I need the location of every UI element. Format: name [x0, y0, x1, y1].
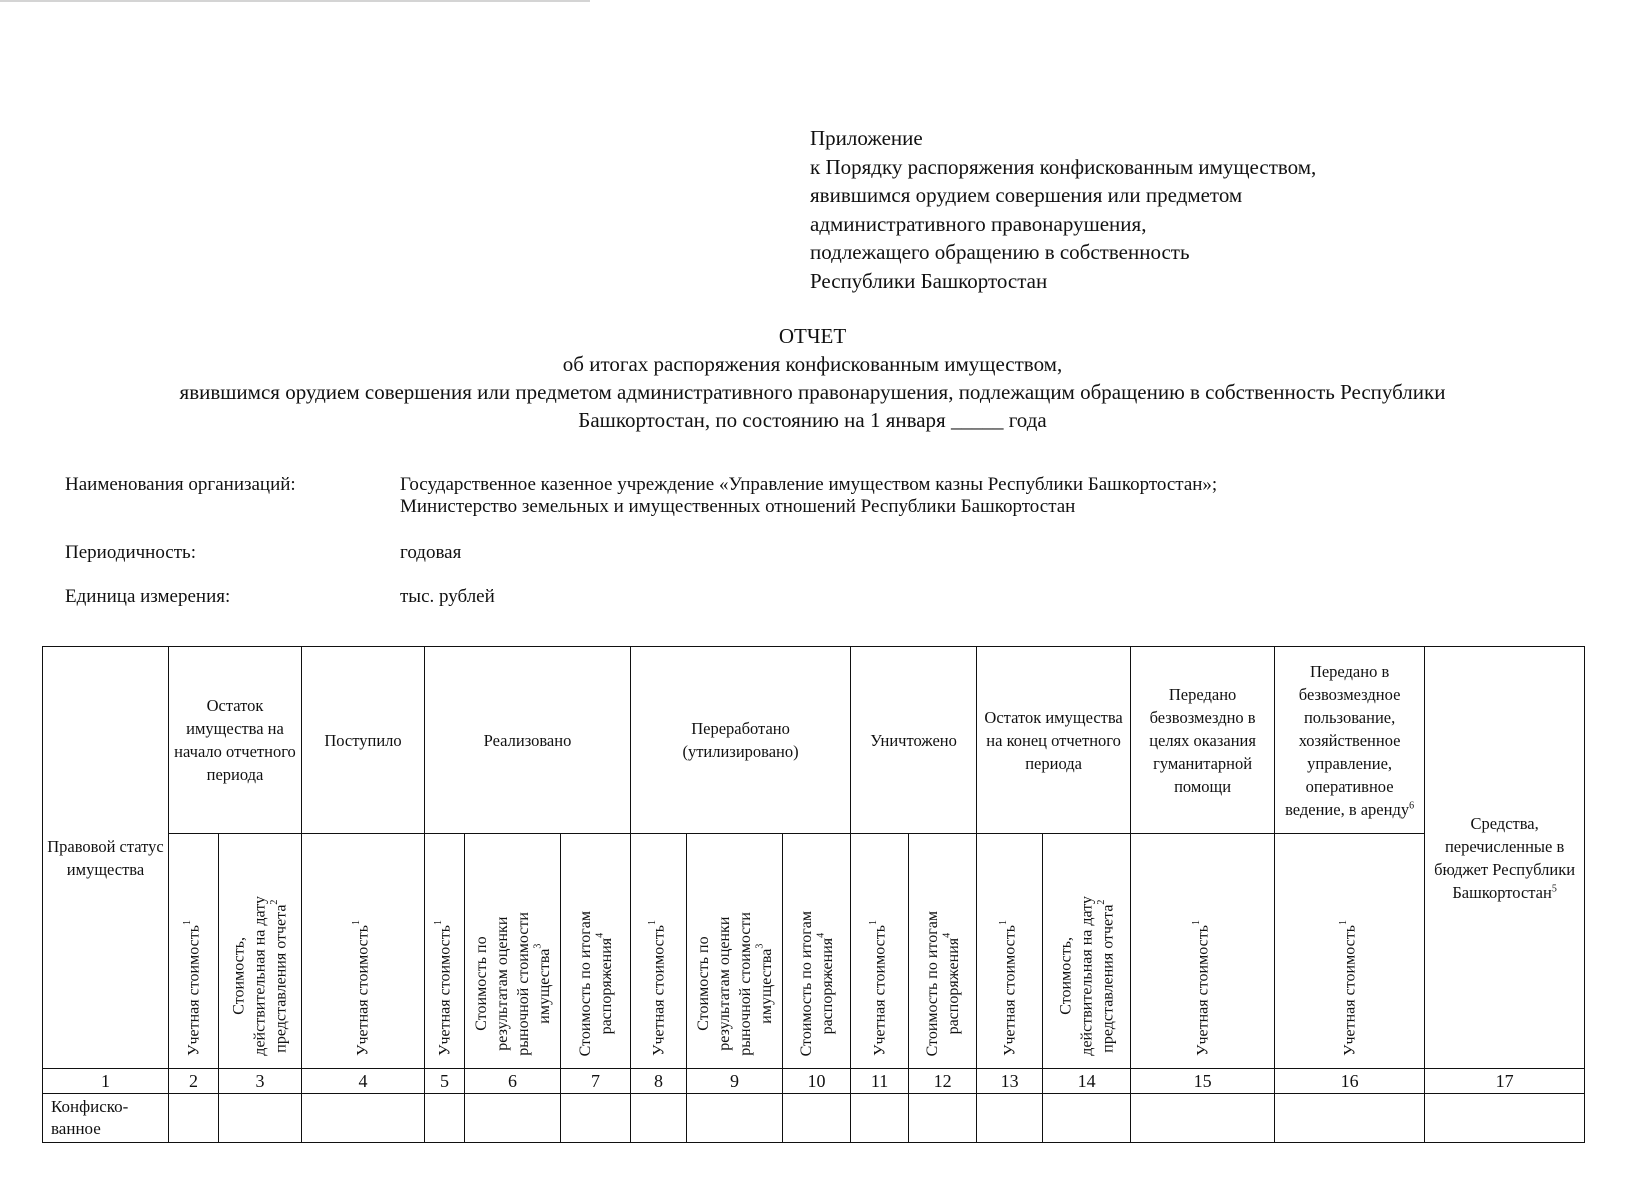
header-start-balance: Остаток имущества на начало отчетного периода — [169, 647, 302, 834]
subheader-book-value: Учетная стоимость$^1$ — [631, 834, 687, 1069]
subheader-book-value: Учетная стоимость$^1$ — [302, 834, 425, 1069]
column-number: 16 — [1275, 1069, 1425, 1094]
subheader-current-value: Стоимость, действительная на дату представления отчета$^2$ — [219, 834, 302, 1069]
header-humanitarian: Передано безвозмездно в целях оказания гуманитарной помощи — [1131, 647, 1275, 834]
footnote-mark: 5 — [1551, 883, 1557, 894]
organization-1: Государственное казенное учреждение «Управление имуществом казны Республики Башкортостан»; — [400, 474, 1218, 495]
subheader-market-value: Стоимость по результатам оценки рыночной стоимости имущества$^3$ — [465, 834, 561, 1069]
header-recycled-line: (утилизировано) — [682, 742, 799, 761]
table-cell — [1131, 1094, 1275, 1143]
column-number: 5 — [425, 1069, 465, 1094]
column-number: 2 — [169, 1069, 219, 1094]
appendix-line: административного правонарушения, — [810, 211, 1147, 236]
header-budget — [1425, 647, 1585, 1069]
subheader-book-value: Учетная стоимость$^1$ — [1275, 834, 1425, 1069]
report-subtitle-line: явившимся орудием совершения или предметом административного правонарушения, подлежащим обращению в собственность Республики — [179, 380, 1446, 404]
footnote-mark: 6 — [1409, 800, 1415, 811]
header-budget-text: Средства, перечисленные в бюджет Республики Башкортостан — [1434, 813, 1576, 902]
subheader-market-value: Стоимость по результатам оценки рыночной стоимости имущества$^3$ — [687, 834, 783, 1069]
table-cell — [851, 1094, 909, 1143]
column-number: 10 — [783, 1069, 851, 1094]
column-number-row — [43, 1069, 1585, 1094]
table-cell — [687, 1094, 783, 1143]
subheader-book-value: Учетная стоимость$^1$ — [425, 834, 465, 1069]
header-row-subcolumns — [43, 834, 1585, 1069]
header-sold: Реализовано — [425, 647, 631, 834]
row-label-confiscated: Конфиско-ванное — [43, 1094, 169, 1143]
column-number: 1 — [43, 1069, 169, 1094]
report-heading — [60, 322, 1565, 434]
table-cell — [631, 1094, 687, 1143]
table-cell — [169, 1094, 219, 1143]
appendix-line: Приложение — [810, 126, 923, 150]
organization-2: Министерство земельных и имущественных отношений Республики Башкортостан — [400, 496, 1076, 517]
table-cell — [561, 1094, 631, 1143]
subheader-book-value: Учетная стоимость$^1$ — [1131, 834, 1275, 1069]
header-row-groups — [43, 647, 1585, 834]
report-table — [42, 646, 1585, 1143]
table-row — [43, 1094, 1585, 1143]
table-cell — [1425, 1094, 1585, 1143]
column-number: 6 — [465, 1069, 561, 1094]
column-number: 8 — [631, 1069, 687, 1094]
header-recycled — [631, 647, 851, 834]
column-number: 14 — [1043, 1069, 1131, 1094]
header-end-balance: Остаток имущества на конец отчетного периода — [977, 647, 1131, 834]
report-subtitle-line: Башкортостан, по состоянию на 1 января _____ года — [578, 408, 1047, 432]
table-cell — [465, 1094, 561, 1143]
table-cell — [302, 1094, 425, 1143]
column-number: 12 — [909, 1069, 977, 1094]
unit-label: Единица измерения: — [65, 586, 231, 607]
table-cell — [219, 1094, 302, 1143]
table-cell — [425, 1094, 465, 1143]
column-number: 3 — [219, 1069, 302, 1094]
header-received: Поступило — [302, 647, 425, 834]
column-number: 7 — [561, 1069, 631, 1094]
header-destroyed: Уничтожено — [851, 647, 977, 834]
periodicity-value: годовая — [400, 542, 462, 563]
appendix-line: Республики Башкортостан — [810, 268, 1048, 293]
report-subtitle-line: об итогах распоряжения конфискованным имуществом, — [562, 352, 1063, 376]
subheader-disposal-value: Стоимость по итогам распоряжения$^4$ — [561, 834, 631, 1069]
header-recycled-line: Переработано — [691, 719, 790, 738]
subheader-disposal-value: Стоимость по итогам распоряжения$^4$ — [909, 834, 977, 1069]
header-transferred — [1275, 647, 1425, 834]
column-number: 11 — [851, 1069, 909, 1094]
periodicity-label: Периодичность: — [65, 542, 196, 563]
report-title: ОТЧЕТ — [778, 324, 847, 348]
scan-top-edge — [0, 0, 590, 2]
table-cell — [1043, 1094, 1131, 1143]
header-legal-status: Правовой статус имущества — [43, 647, 169, 1069]
table-cell — [1275, 1094, 1425, 1143]
appendix-line: к Порядку распоряжения конфискованным имуществом, — [810, 154, 1317, 179]
header-transferred-text: Передано в безвозмездное пользование, хозяйственное управление, оперативное ведение, в аренду — [1285, 661, 1410, 819]
organizations-label: Наименования организаций: — [65, 474, 296, 495]
appendix-line: явившимся орудием совершения или предметом — [810, 183, 1243, 207]
subheader-book-value: Учетная стоимость$^1$ — [977, 834, 1043, 1069]
subheader-book-value: Учетная стоимость$^1$ — [169, 834, 219, 1069]
table-cell — [909, 1094, 977, 1143]
column-number: 9 — [687, 1069, 783, 1094]
column-number: 4 — [302, 1069, 425, 1094]
appendix-note — [810, 124, 1316, 295]
appendix-line: подлежащего обращению в собственность — [810, 240, 1190, 264]
column-number: 15 — [1131, 1069, 1275, 1094]
organizations-value — [400, 474, 1217, 518]
subheader-current-value: Стоимость, действительная на дату представления отчета$^2$ — [1043, 834, 1131, 1069]
column-number: 17 — [1425, 1069, 1585, 1094]
subheader-book-value: Учетная стоимость$^1$ — [851, 834, 909, 1069]
table-cell — [977, 1094, 1043, 1143]
subheader-disposal-value: Стоимость по итогам распоряжения$^4$ — [783, 834, 851, 1069]
column-number: 13 — [977, 1069, 1043, 1094]
unit-value: тыс. рублей — [400, 586, 495, 607]
table-cell — [783, 1094, 851, 1143]
